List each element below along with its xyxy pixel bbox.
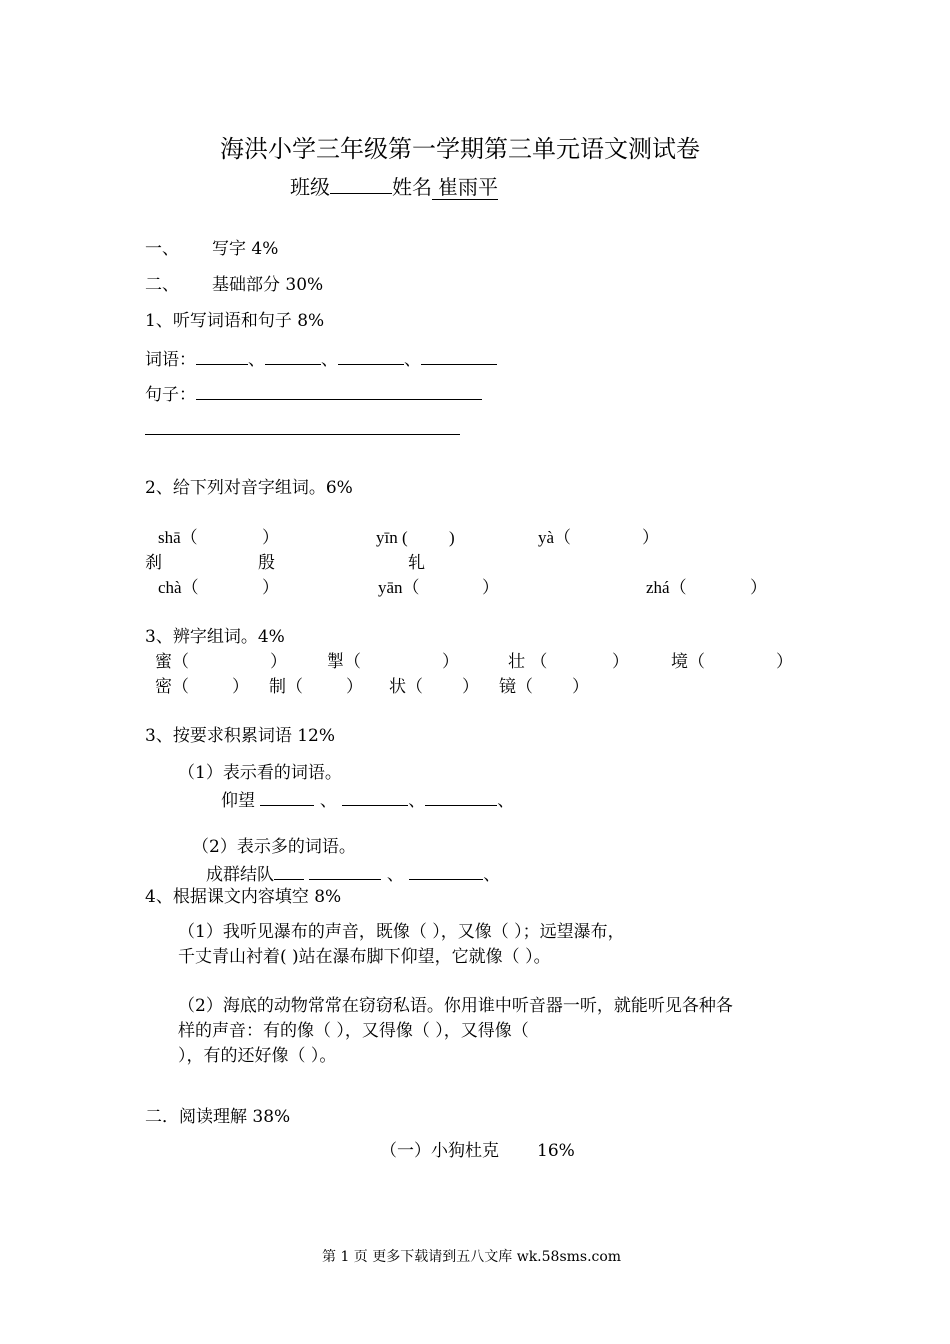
q1-sentence-row xyxy=(145,381,482,406)
char-zhuang-strong: 壮 （ xyxy=(508,652,548,672)
pinyin-cha: chà（ xyxy=(158,578,199,597)
section-1-title: 写字 4% xyxy=(212,239,279,259)
char-mi-honey: 蜜（ xyxy=(155,652,189,672)
q3b-title: 3、按要求积累词语 12% xyxy=(145,726,336,746)
words-label: 词语： xyxy=(145,350,196,370)
q3a-title: 3、辨字组词。4% xyxy=(145,627,285,647)
class-blank[interactable] xyxy=(330,175,392,194)
section-2-number: 二、 xyxy=(145,275,179,295)
pinyin-zha: zhá（ xyxy=(646,578,687,597)
pinyin-yin: yīn ( xyxy=(376,528,408,547)
reading-subtitle: （一）小狗杜克 xyxy=(380,1141,499,1161)
example-word-many: 成群结队 xyxy=(206,865,274,885)
q2-title: 2、给下列对音字组词。6% xyxy=(145,478,353,498)
sentence-blank[interactable] xyxy=(196,381,482,400)
word-blank[interactable] xyxy=(309,861,381,880)
section-1-number: 一、 xyxy=(145,239,179,259)
reading-title: 二．阅读理解 38% xyxy=(145,1107,291,1127)
word-blank[interactable] xyxy=(409,861,483,880)
section-2-title: 基础部分 30% xyxy=(212,275,324,295)
word-blank[interactable] xyxy=(274,861,304,880)
q3b-part1: （1）表示看的词语。 xyxy=(178,763,342,783)
q1-title: 1、听写词语和句子 8% xyxy=(145,311,325,331)
q3b-part1-row: 仰望 、 、 、 xyxy=(221,787,514,812)
pinyin-yan: yān（ xyxy=(378,578,420,597)
example-word-look: 仰望 xyxy=(221,791,255,811)
char-yin: 殷 xyxy=(258,553,275,573)
q1-words-row: 词语： 、 、 、 xyxy=(145,346,497,371)
q3b-part2: （2）表示多的词语。 xyxy=(192,837,356,857)
word-blank[interactable] xyxy=(342,787,408,806)
word-blank[interactable] xyxy=(265,346,321,365)
sentence-label: 句子： xyxy=(145,385,196,405)
word-blank[interactable] xyxy=(260,787,314,806)
q4-p2-line2: 样的声音：有的像（ ），又得像（ ），又得像（ xyxy=(178,1021,529,1041)
q4-p2-line1: （2）海底的动物常常在窃窃私语。你用谁中听音器一听，就能听见各种各 xyxy=(178,996,733,1016)
sentence-blank-line-2[interactable] xyxy=(145,434,460,435)
char-cha: 刹 xyxy=(145,553,162,573)
q4-p1-line1: （1）我听见瀑布的声音，既像（ ），又像（ ）；远望瀑布， xyxy=(178,922,625,942)
word-blank[interactable] xyxy=(421,346,497,365)
char-zhuang-shape: 状（ xyxy=(389,677,423,697)
name-value: 崔雨平 xyxy=(432,175,498,200)
char-zhi: 制（ xyxy=(269,677,303,697)
q4-p2-line3: ），有的还好像（ ）。 xyxy=(178,1046,337,1066)
pinyin-sha: shā（ xyxy=(158,528,198,547)
q4-title: 4、根据课文内容填空 8% xyxy=(145,887,342,907)
word-blank[interactable] xyxy=(338,346,404,365)
page-footer: 第 1 页 更多下载请到五八文库 wk.58sms.com xyxy=(322,1249,622,1265)
class-label: 班级 xyxy=(290,175,330,199)
word-blank[interactable] xyxy=(196,346,248,365)
char-jing-mirror: 镜（ xyxy=(499,677,533,697)
char-ya: 轧 xyxy=(408,553,425,573)
reading-score: 16% xyxy=(537,1141,575,1161)
student-info xyxy=(290,174,498,200)
char-jing-realm: 境（ xyxy=(671,652,705,672)
q4-p1-line2: 千丈青山衬着( )站在瀑布脚下仰望，它就像（ ）。 xyxy=(178,947,551,967)
q3b-part2-row: 成群结队 、 、 xyxy=(206,861,500,886)
word-blank[interactable] xyxy=(425,787,497,806)
char-mi-dense: 密（ xyxy=(155,677,189,697)
pinyin-ya: yà（ xyxy=(538,528,572,547)
page-title: 海洪小学三年级第一学期第三单元语文测试卷 xyxy=(220,135,700,163)
char-che: 掣（ xyxy=(327,652,361,672)
name-label: 姓名 xyxy=(392,175,432,199)
